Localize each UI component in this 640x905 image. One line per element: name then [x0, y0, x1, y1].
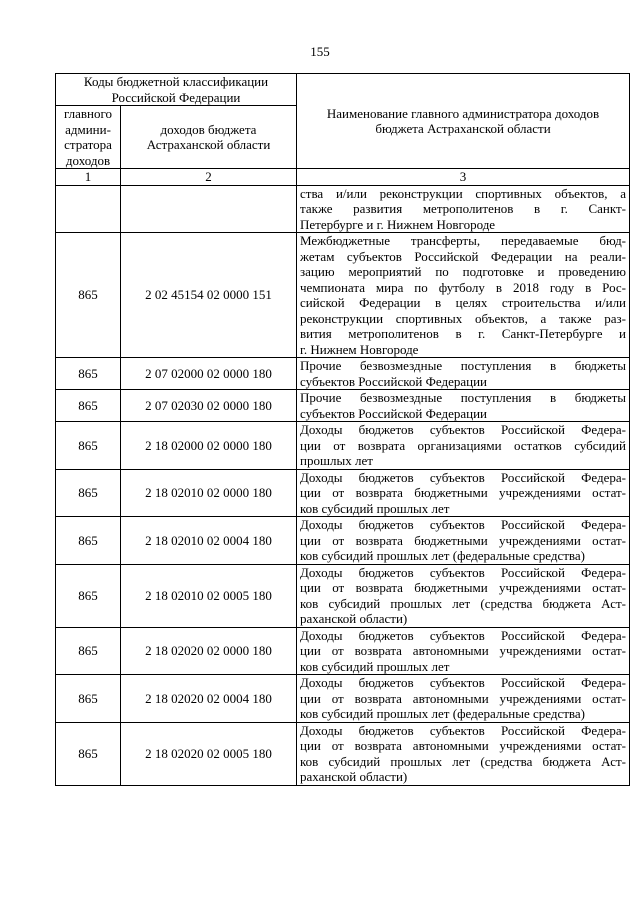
description-cell — [297, 422, 630, 470]
header-col2-line: Астраханской области — [146, 137, 271, 152]
description-line: вития метрополитенов в г. Санкт-Петербурге и — [300, 326, 627, 341]
budget-code-cell: 2 07 02030 02 0000 180 — [121, 390, 297, 422]
description-line: раханской области) — [300, 611, 408, 626]
description-line: Доходы бюджетов субъектов Российской Федера- — [300, 675, 627, 690]
description-line: ков субсидий прошлых лет (федеральные средства) — [300, 706, 585, 721]
description-line: ства и/или реконструкции спортивных объектов, а — [300, 185, 627, 201]
description-line: г. Нижнем Новгороде — [300, 341, 419, 357]
description-cell — [297, 627, 630, 675]
header-col3-line: Наименование главного администратора доходов — [326, 105, 600, 121]
table-row — [56, 390, 630, 422]
description-line: сийской Федерации в целях строительства и/или — [300, 295, 627, 310]
admin-code-cell: 865 — [56, 469, 121, 517]
description-cell — [297, 722, 630, 785]
description-cell — [297, 675, 630, 723]
description-line: ции от возврата бюджетными учреждениями остат- — [300, 532, 627, 548]
admin-code-cell: 865 — [56, 722, 121, 785]
table-row — [56, 358, 630, 390]
description-line: реконструкции спортивных объектов, а также раз- — [300, 310, 627, 326]
header-col3-cell — [297, 74, 630, 169]
table-row — [56, 675, 630, 723]
description-line: субъектов Российской Федерации — [300, 373, 487, 389]
budget-code-cell: 2 18 02020 02 0000 180 — [121, 627, 297, 675]
budget-code-cell: 2 07 02000 02 0000 180 — [121, 358, 297, 390]
description-line: Доходы бюджетов субъектов Российской Федера- — [300, 564, 627, 580]
admin-code-cell: 865 — [56, 564, 121, 627]
budget-code-cell: 2 18 02010 02 0000 180 — [121, 469, 297, 517]
description-line: ков субсидий прошлых лет — [300, 500, 450, 516]
description-line: ции от возврата автономными учреждениями остат- — [300, 738, 627, 753]
header-col1-line: главного — [63, 106, 113, 121]
description-line: жетам субъектов Российской Федерации на реали- — [300, 248, 627, 264]
admin-code-cell — [56, 185, 121, 233]
admin-code-cell: 865 — [56, 233, 121, 358]
description-cell — [297, 358, 630, 390]
description-line: Доходы бюджетов субъектов Российской Федера- — [300, 627, 627, 643]
description-line: Прочие безвозмездные поступления в бюджеты — [300, 358, 627, 373]
description-line: Доходы бюджетов субъектов Российской Федера- — [300, 517, 627, 532]
description-cell — [297, 233, 630, 358]
description-line: ции от возврата автономными учреждениями остат- — [300, 690, 627, 706]
table-row — [56, 517, 630, 565]
table-row — [56, 185, 630, 233]
column-number-3: 3 — [297, 169, 630, 186]
admin-code-cell: 865 — [56, 627, 121, 675]
description-line: Доходы бюджетов субъектов Российской Федера- — [300, 469, 627, 485]
budget-code-cell: 2 18 02010 02 0004 180 — [121, 517, 297, 565]
header-group-cell — [56, 74, 297, 106]
header-col3-line: бюджета Астраханской области — [375, 121, 551, 136]
description-line: также развития метрополитенов в г. Санкт- — [300, 201, 627, 216]
description-line: Доходы бюджетов субъектов Российской Федера- — [300, 422, 627, 437]
description-line: ции от возврата бюджетными учреждениями остат- — [300, 485, 627, 500]
admin-code-cell: 865 — [56, 358, 121, 390]
description-line: ков субсидий прошлых лет (средства бюджета Аст- — [300, 753, 627, 769]
header-group-title-line: Российской Федерации — [111, 89, 241, 105]
description-line: ков субсидий прошлых лет — [300, 658, 450, 674]
table-row — [56, 722, 630, 785]
table-row — [56, 469, 630, 517]
header-group-title-line: Коды бюджетной классификации — [83, 74, 269, 89]
admin-code-cell: 865 — [56, 517, 121, 565]
table-row — [56, 564, 630, 627]
budget-code-cell: 2 18 02000 02 0000 180 — [121, 422, 297, 470]
header-col2-line: доходов бюджета — [160, 121, 257, 137]
description-line: ции от возврата организациями остатков субсидий — [300, 437, 627, 453]
budget-code-cell: 2 18 02020 02 0005 180 — [121, 722, 297, 785]
description-line: ции от возврата бюджетными учреждениями остат- — [300, 580, 627, 595]
description-line: ков субсидий прошлых лет (средства бюджета Аст- — [300, 595, 627, 611]
header-col1-line: стратора — [64, 137, 112, 152]
header-col1-line: доходов — [65, 152, 111, 168]
admin-code-cell: 865 — [56, 675, 121, 723]
budget-code-cell — [121, 185, 297, 233]
description-line: ков субсидий прошлых лет (федеральные средства) — [300, 548, 585, 563]
column-number-row — [56, 169, 630, 186]
page-number: 155 — [310, 44, 330, 59]
header-col2-cell — [121, 106, 297, 169]
header-col1-cell — [56, 106, 121, 169]
admin-code-cell: 865 — [56, 390, 121, 422]
column-number-1: 1 — [56, 169, 121, 186]
description-line: Межбюджетные трансферты, передаваемые бюд- — [300, 233, 627, 248]
description-line: чемпионата мира по футболу в 2018 году в Рос- — [300, 279, 627, 295]
description-line: прошлых лет — [300, 453, 373, 468]
budget-code-cell: 2 18 02020 02 0004 180 — [121, 675, 297, 723]
description-line: зацию мероприятий по подготовке и проведению — [300, 264, 627, 279]
description-cell — [297, 390, 630, 422]
description-line: Прочие безвозмездные поступления в бюджеты — [300, 390, 627, 405]
admin-code-cell: 865 — [56, 422, 121, 470]
description-line: субъектов Российской Федерации — [300, 405, 487, 421]
description-cell — [297, 564, 630, 627]
header-col1-line: админи- — [65, 121, 111, 137]
table-row — [56, 627, 630, 675]
description-line: ции от возврата автономными учреждениями остат- — [300, 643, 627, 658]
description-cell — [297, 469, 630, 517]
table-row — [56, 233, 630, 358]
budget-classification-table — [55, 73, 630, 786]
description-line: Доходы бюджетов субъектов Российской Федера- — [300, 722, 627, 738]
description-line: Петербурге и г. Нижнем Новгороде — [300, 216, 496, 232]
header-row-group — [56, 74, 630, 106]
description-cell — [297, 517, 630, 565]
table-row — [56, 422, 630, 470]
column-number-2: 2 — [121, 169, 297, 186]
description-cell — [297, 185, 630, 233]
description-line: раханской области) — [300, 769, 408, 784]
budget-code-cell: 2 18 02010 02 0005 180 — [121, 564, 297, 627]
budget-code-cell: 2 02 45154 02 0000 151 — [121, 233, 297, 358]
